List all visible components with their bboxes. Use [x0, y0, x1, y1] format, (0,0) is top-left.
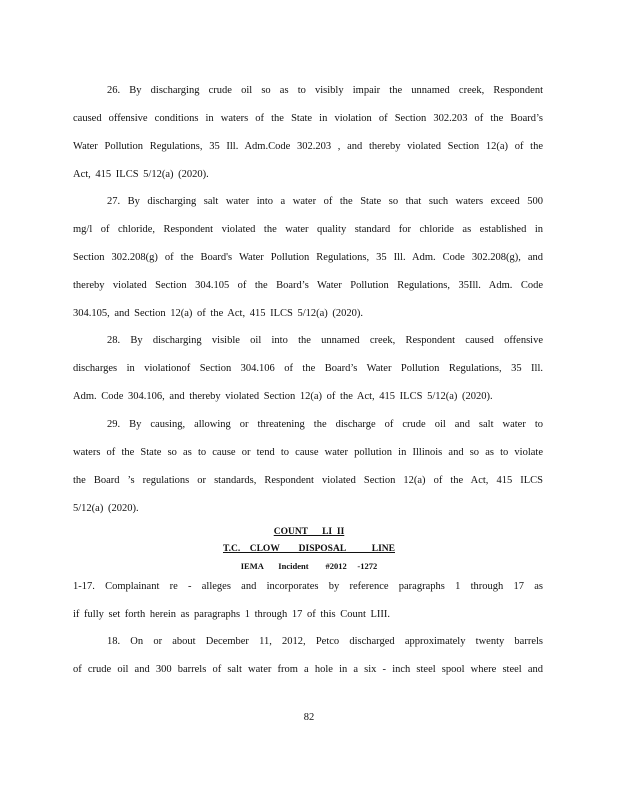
paragraph-29: [73, 411, 543, 523]
text-line: 5/12(a) (2020).: [73, 503, 139, 514]
text-line: of crude oil and 300 barrels of salt water from a hole in a six - inch steel spool where steel and: [73, 664, 543, 675]
count-title: COUNT LI II: [273, 527, 345, 537]
text-line: waters of the State so as to cause or tend to cause water pollution in Illinois and so as to violate: [73, 447, 543, 458]
text-line: 29. By causing, allowing or threatening the discharge of crude oil and salt water to: [107, 419, 543, 430]
text-line: 26. By discharging crude oil so as to visibly impair the unnamed creek, Respondent: [107, 85, 543, 96]
paragraph-18: [73, 628, 543, 684]
count-subheading: [0, 544, 618, 554]
paragraph-1-17: [73, 573, 543, 629]
text-line: 27. By discharging salt water into a water of the State so that such waters exceed 500: [107, 196, 543, 207]
paragraph-28: [73, 327, 543, 411]
count-subtitle: T.C. CLOW DISPOSAL LINE: [222, 544, 395, 554]
text-line: 18. On or about December 11, 2012, Petco discharged approximately twenty barrels: [107, 636, 543, 647]
text-line: thereby violated Section 304.105 of the Board’s Water Pollution Regulations, 35Ill. Adm. Code: [73, 280, 543, 291]
text-line: caused offensive conditions in waters of the State in violation of Section 302.203 of the Board’s: [73, 113, 543, 124]
text-line: Adm. Code 304.106, and thereby violated Section 12(a) of the Act, 415 ILCS 5/12(a) (2020).: [73, 391, 493, 402]
text-line: Act, 415 ILCS 5/12(a) (2020).: [73, 169, 209, 180]
text-line: 304.105, and Section 12(a) of the Act, 415 ILCS 5/12(a) (2020).: [73, 308, 364, 319]
text-line: Water Pollution Regulations, 35 Ill. Adm.Code 302.203 , and thereby violated Section 12(a) of the: [73, 141, 543, 152]
page-number: 82: [303, 712, 315, 723]
text-line: Section 302.208(g) of the Board's Water Pollution Regulations, 35 Ill. Adm. Code 302.208(g), and: [73, 252, 543, 263]
count-incident: [0, 561, 618, 571]
text-line: the Board ’s regulations or standards, Respondent violated Section 12(a) of the Act, 415 ILCS: [73, 475, 543, 486]
paragraph-27: [73, 188, 543, 328]
text-line: 28. By discharging visible oil into the unnamed creek, Respondent caused offensive: [107, 335, 543, 346]
paragraph-26: [73, 77, 543, 189]
text-line: if fully set forth herein as paragraphs 1 through 17 of this Count LIII.: [73, 609, 391, 620]
text-line: discharges in violationof Section 304.106 of the Board’s Water Pollution Regulations, 35 Ill.: [73, 363, 543, 374]
text-line: mg/l of chloride, Respondent violated the water quality standard for chloride as established in: [73, 224, 543, 235]
count-heading: [0, 527, 618, 537]
incident-label: IEMA Incident #2012 -1272: [240, 561, 378, 571]
text-line: 1-17. Complainant re - alleges and incorporates by reference paragraphs 1 through 17 as: [73, 581, 543, 592]
